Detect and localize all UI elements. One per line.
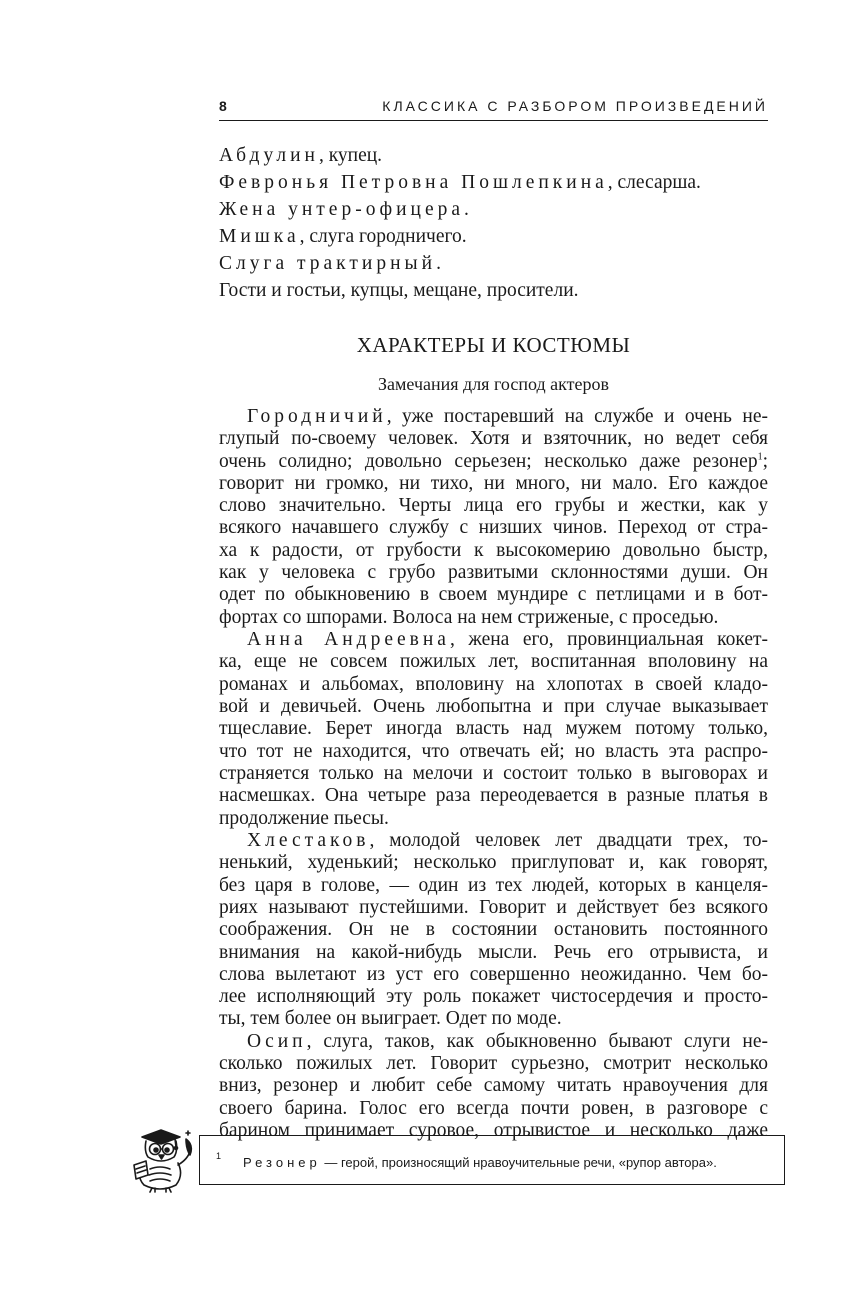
text-line: Осип, слуга, таков, как обыкновенно бывают слуги не- <box>247 1030 768 1052</box>
text-line: без царя в голове, — один из тех людей, которых в канцеля- <box>219 874 768 896</box>
text-line: сколько пожилых лет. Говорит сурьезно, смотрит несколько <box>219 1053 768 1075</box>
cast-item: Гости и гостьи, купцы, мещане, просители. <box>219 280 579 301</box>
text-line: слово значительно. Черты лица его грубы и жестки, как у <box>219 495 768 517</box>
text-line: Хлестаков, молодой человек лет двадцати трех, то- <box>247 830 768 852</box>
text-line: соображения. Он не в состоянии остановить постоянного <box>219 919 768 941</box>
text-line: ненький, худенький; несколько приглуповат и, как говорят, <box>219 852 768 874</box>
text-line: одет по обыкновению в своем мундире с петлицами и в бот- <box>219 584 768 606</box>
cast-list <box>219 142 779 304</box>
text-line: очень солидно; довольно серьезен; несколько даже резонер$^1$; <box>219 450 768 472</box>
cast-item: Жена унтер-офицера. <box>219 199 469 220</box>
page-number: 8 <box>219 98 227 114</box>
cast-item: Мишка, слуга городничего. <box>219 226 467 247</box>
text-line: романах и альбомах, вполовину на хлопотах в своей кладо- <box>219 673 768 695</box>
text-line: насмешках. Она четыре раза переодевается в разные платья в <box>219 785 768 807</box>
text-line: барином принимает суровое, отрывистое и несколько даже <box>219 1120 768 1142</box>
running-header <box>219 96 768 121</box>
text-line: тщеславие. Берет иногда власть над мужем потому только, <box>219 718 768 740</box>
text-line: лее исполняющий эту роль покажет чистосердечия и просто- <box>219 986 768 1008</box>
footnote-term: Резонер <box>243 1155 321 1170</box>
section-subtitle: Замечания для господ актеров <box>378 374 609 394</box>
text-line: ты, тем более он выиграет. Одет по моде. <box>219 1008 562 1030</box>
character-name: Анна Андреевна <box>247 629 450 651</box>
text-line: риях называют пустейшими. Говорит и действует без всякого <box>219 896 768 918</box>
text-line: ка, еще не совсем пожилых лет, воспитанная вполовину на <box>219 651 768 673</box>
text-line: что тот не находится, что отвечать ей; но власть эта распро- <box>219 740 768 762</box>
text-line: вниз, резонер и любит себе самому читать нравоучения для <box>219 1075 768 1097</box>
text-line: Городничий, уже постаревший на службе и очень не- <box>247 406 768 427</box>
text-line: страняется только на мелочи и состоит только в выговорах и <box>219 762 768 784</box>
running-head-title: КЛАССИКА С РАЗБОРОМ ПРОИЗВЕДЕНИЙ <box>382 98 768 114</box>
character-paragraph <box>219 1031 768 1142</box>
text-line: говорит ни громко, ни тихо, ни много, ни мало. Его каждое <box>219 472 768 494</box>
text-line: продолжение пьесы. <box>219 807 389 829</box>
footnote-ref: 1 <box>757 451 763 463</box>
text-line: своего барина. Голос его всегда почти ровен, в разговоре с <box>219 1097 768 1119</box>
character-paragraph <box>219 830 768 1031</box>
text-line: всякого начавшего службу с низших чинов. Переход от стра- <box>219 517 768 539</box>
character-name: Городничий <box>247 406 387 427</box>
footnote-text: Резонер — герой, произносящий нравоучительные речи, «рупор автора». <box>243 1155 717 1170</box>
text-line: фортах со шпорами. Волоса на нем стриженые, с проседью. <box>219 606 719 628</box>
text-line: глупый по-своему человек. Хотя и взяточник, но ведет себя <box>219 428 768 450</box>
footnote-mark: 1 <box>216 1151 222 1161</box>
character-paragraph <box>219 629 768 830</box>
text-line: внимания на какой-нибудь мысли. Речь его отрывиста, и <box>219 941 768 963</box>
section-title: ХАРАКТЕРЫ И КОСТЮМЫ <box>356 333 631 357</box>
footnote-box <box>199 1135 785 1185</box>
character-paragraph <box>219 406 768 629</box>
text-line: вой и девичьей. Очень любопытна и при случае выказывает <box>219 696 768 718</box>
cast-item: Абдулин, купец. <box>219 145 383 166</box>
cast-item: Слуга трактирный. <box>219 253 441 274</box>
text-line: как у человека с грубо развитыми склонностями души. Он <box>219 562 768 584</box>
cast-item: Февронья Петровна Пошлепкина, слесарша. <box>219 172 701 193</box>
character-descriptions <box>219 406 768 1143</box>
text-line: Анна Андреевна, жена его, провинциальная кокет- <box>247 629 768 651</box>
text-line: ха к радости, от грубости к высокомерию довольно быстр, <box>219 539 768 561</box>
text-line: слова вылетают из уст его совершенно неожиданно. Чем бо- <box>219 963 768 985</box>
character-name: Осип <box>247 1030 307 1052</box>
character-name: Хлестаков <box>247 830 370 852</box>
owl-scholar-icon <box>128 1125 198 1193</box>
